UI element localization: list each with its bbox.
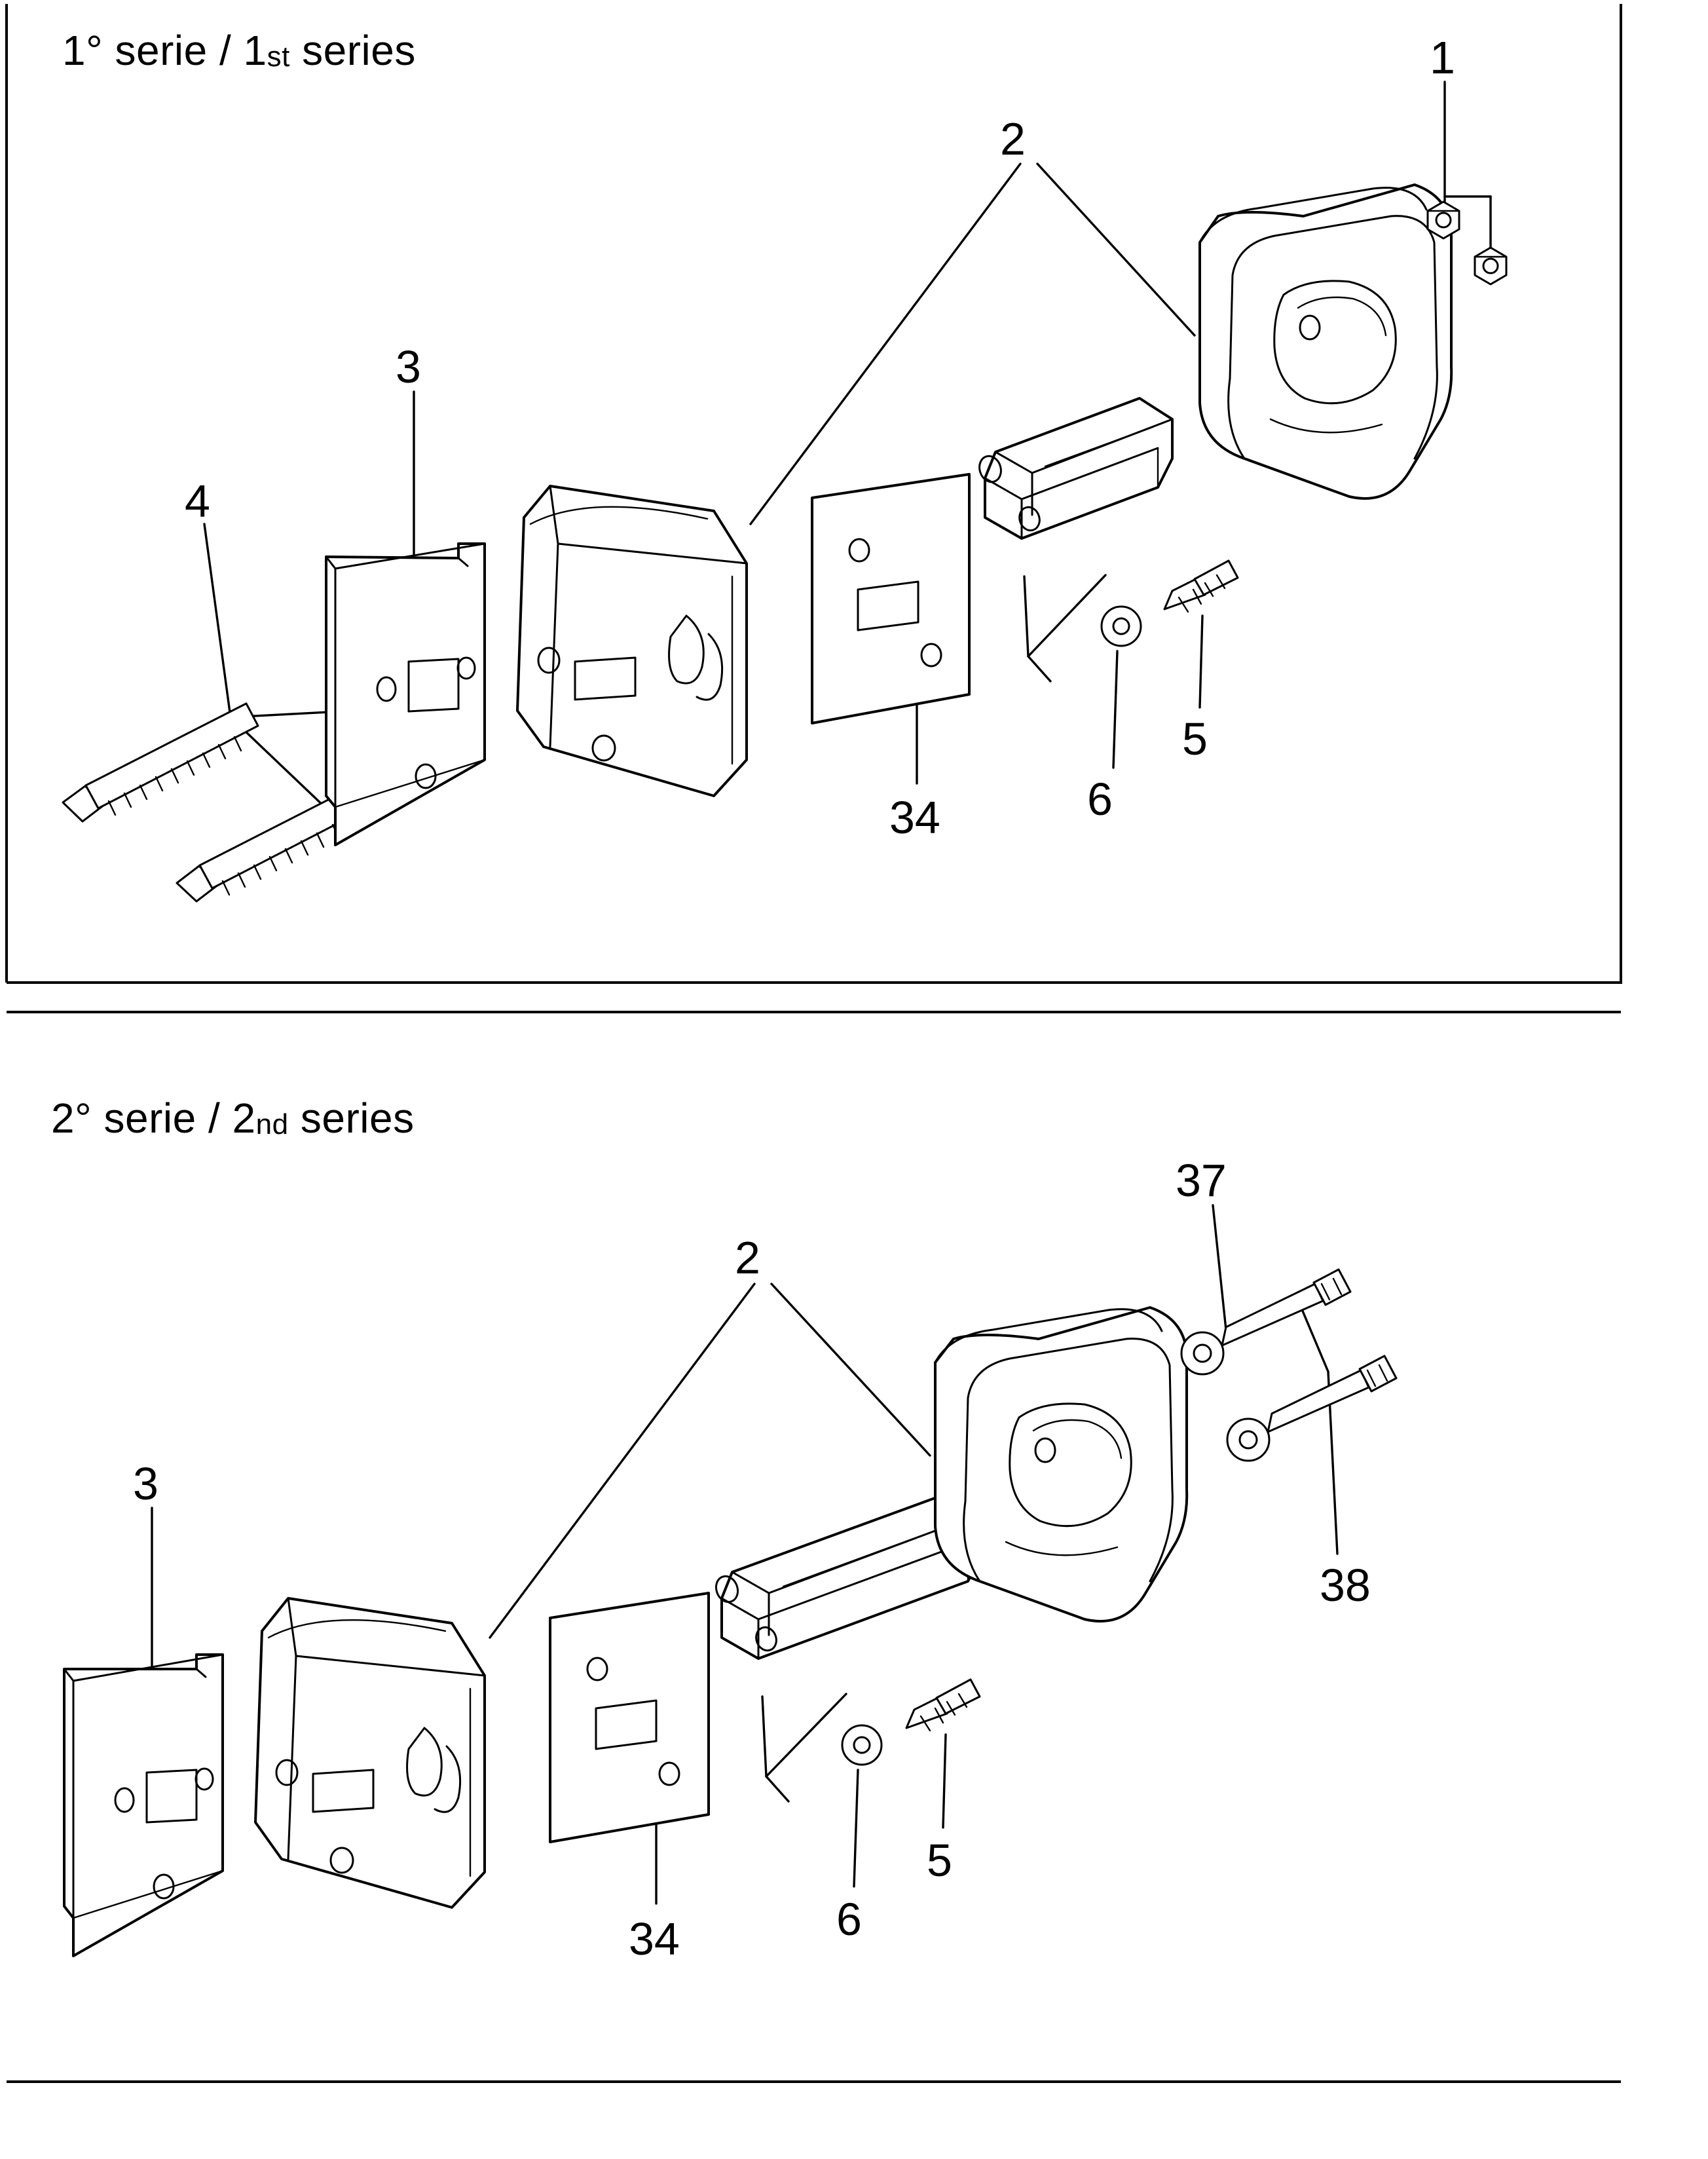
bolt-lower-38 bbox=[1268, 1356, 1396, 1432]
part-6-washer-second bbox=[842, 1725, 882, 1887]
part-34-gasket-second bbox=[550, 1593, 709, 1904]
callout-38: 38 bbox=[1320, 1560, 1371, 1611]
parts-37-38-bolts-washers bbox=[1181, 1205, 1396, 1554]
callout-5-second: 5 bbox=[927, 1835, 952, 1886]
callout-5: 5 bbox=[1182, 713, 1208, 764]
screw-upper bbox=[63, 704, 258, 821]
section-title-second-series: 2° serie / $2_{nd}$ series bbox=[51, 1095, 415, 1142]
callout-3-second: 3 bbox=[133, 1458, 158, 1509]
part-5-screw bbox=[1164, 561, 1238, 707]
parts-5-6-screw-washer bbox=[1024, 561, 1238, 768]
callout-2-second: 2 bbox=[735, 1232, 760, 1283]
washer-lower-37 bbox=[1227, 1419, 1269, 1461]
parts-5-6-screw-washer-second bbox=[762, 1680, 980, 1887]
section-title-first-series: 1° serie / $1_{st}$ series bbox=[62, 27, 416, 74]
part-2-muffler-body bbox=[517, 486, 747, 796]
assembly-first-series bbox=[63, 82, 1506, 901]
assembly-second-series bbox=[64, 1205, 1396, 1956]
washer-upper-37 bbox=[1181, 1332, 1223, 1374]
nut-lower bbox=[1475, 248, 1506, 284]
part-3-heat-shield-second bbox=[64, 1508, 223, 1956]
part-34-gasket bbox=[812, 474, 969, 783]
part-2-baffle bbox=[976, 398, 1172, 538]
callout-4: 4 bbox=[185, 476, 210, 527]
callout-37: 37 bbox=[1176, 1155, 1227, 1206]
part-2-outer-cover-second bbox=[935, 1307, 1187, 1621]
part-5-screw-second bbox=[906, 1680, 980, 1828]
callout-34-second: 34 bbox=[629, 1913, 680, 1964]
nut-upper bbox=[1428, 202, 1459, 238]
callout-1: 1 bbox=[1430, 32, 1455, 83]
bolt-upper-38 bbox=[1222, 1269, 1350, 1345]
part-6-washer bbox=[1102, 607, 1141, 768]
callout-6-second: 6 bbox=[836, 1894, 862, 1945]
part-3-heat-shield bbox=[326, 392, 485, 845]
callout-34: 34 bbox=[889, 792, 940, 843]
part-2-muffler-body-second bbox=[255, 1598, 485, 1907]
callout-3: 3 bbox=[396, 341, 421, 392]
callout-2: 2 bbox=[1000, 113, 1026, 164]
callout-6: 6 bbox=[1087, 774, 1113, 825]
part-2-outer-cover bbox=[1200, 185, 1451, 498]
